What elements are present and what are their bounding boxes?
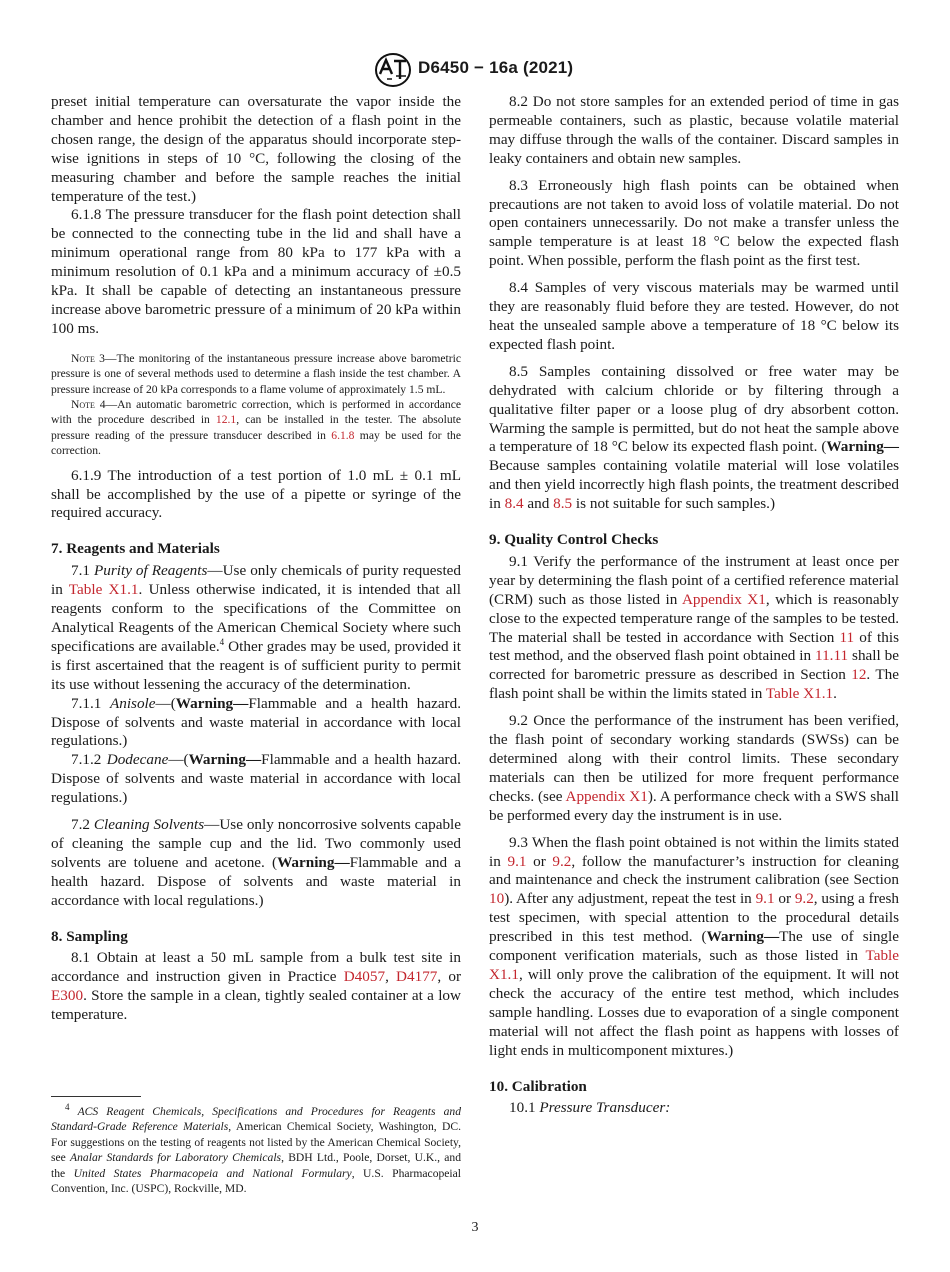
- link-8-5[interactable]: 8.5: [553, 495, 573, 513]
- link-d4057[interactable]: D4057: [343, 968, 386, 986]
- paragraph-9-1: 9.1 Verify the performance of the instrument at least once per year by determining the flash point of a certified reference material (CRM) such as those listed in Appendix X1, which is reasonably close to the expected temperature range of the samples to be tested. The material shall be tested in accordance with Section 11 of this test method, and the observed flash point obtained in 11.11 shall be corrected for barometric pressure as described in Section 12. The flash point shall be within the limits stated in Table X1.1.: [489, 552, 900, 703]
- link-6-1-8[interactable]: 6.1.8: [331, 428, 355, 442]
- paragraph-8-5: 8.5 Samples containing dissolved or free water may be dehydrated with calcium chloride or by filtering through a qualitative filter paper or a loose plug of dry absorbent cotton. Warming the sample is permitted, but do not heat the sample above a temperature of 18 °C below its expected flash point. (Warning—Because samples containing volatile material will lose volatiles and then yield incorrectly high flash points, the treatment described in 8.4 and 8.5 is not suitable for such samples.): [489, 362, 899, 513]
- link-table-x1-1[interactable]: Table X1.1: [489, 947, 899, 983]
- link-9-1[interactable]: 9.1: [755, 890, 775, 908]
- paragraph-9-3: 9.3 When the flash point obtained is not within the limits stated in 9.1 or 9.2, follow the manufacturer’s instruction for cleaning and maintenance and check the instrument calibration (see Section 10). After any adjustment, repeat the test in 9.1 or 9.2, using a fresh test specimen, with special attention to the procedural details prescribed in this test method. (Warning—The use of single component verification materials, such as those listed in Table X1.1, will only prove the calibration of the equipment. It will not check the accuracy of the entire test method, which includes sample handling. Losses due to evaporation of a single component material will not affect the flash point as happens with losses of light ends in multicomponent mixtures.): [489, 833, 900, 1059]
- link-8-4[interactable]: 8.4: [504, 495, 524, 513]
- paragraph-8-2: 8.2 Do not store samples for an extended period of time in gas permeable containers, such as plastic, because volatile material may diffuse through the walls of the container. Discard samples in leaky containers and obtain new samples.: [489, 93, 899, 167]
- paragraph-7-1: 7.1 Purity of Reagents—Use only chemicals of purity requested in Table X1.1. Unless otherwise indicated, it is intended that all reagents conform to the specifications of the Committee on Analytical Reagents of the American Chemical Society where such specifications are available.$^4$ Other grades may be used, provided it is first ascertained that the reagent is of sufficient purity to permit its use without lessening the accuracy of the determination.: [51, 562, 461, 693]
- section-9-heading: 9. Quality Control Checks: [489, 531, 659, 549]
- paragraph-7-1-1: 7.1.1 Anisole—(Warning—Flammable and a health hazard. Dispose of solvents and waste material in accordance with local regulations.): [51, 694, 462, 750]
- standard-designation: D6450 − 16a (2021): [418, 58, 574, 77]
- paragraph-6-1-9: 6.1.9 The introduction of a test portion of 1.0 mL ± 0.1 mL shall be accomplished by the use of a pipette or syringe of the required accuracy.: [51, 466, 461, 522]
- link-appendix-x1[interactable]: Appendix X1: [565, 787, 648, 805]
- link-section-12[interactable]: 12: [851, 666, 867, 684]
- paragraph-10-1: 10.1 Pressure Transducer:: [509, 1099, 671, 1117]
- paragraph-6-1-8: 6.1.8 The pressure transducer for the flash point detection shall be connected to the connecting tube in the lid and shall have a minimum operational range from 80 kPa to 177 kPa with a minimum resolution of 0.1 kPa and a minimum accuracy of ±0.5 kPa. It shall be capable of detecting an instantaneous pressure increase above barometric pressure of a minimum of 20 kPa within 100 ms.: [51, 206, 461, 337]
- link-table-x1-1[interactable]: Table X1.1: [765, 685, 834, 703]
- link-section-11[interactable]: 11: [839, 628, 855, 646]
- link-appendix-x1[interactable]: Appendix X1: [681, 590, 766, 608]
- paragraph-7-1-2: 7.1.2 Dodecane—(Warning—Flammable and a health hazard. Dispose of solvents and waste material in accordance with local regulations.): [51, 751, 462, 807]
- section-8-heading: 8. Sampling: [51, 927, 128, 945]
- link-9-1[interactable]: 9.1: [507, 852, 527, 870]
- right-column: [489, 93, 899, 1118]
- note-3: Note 3—The monitoring of the instantaneous pressure increase above barometric pressure is one of several methods used to determine a flash inside the test chamber. A pressure increase of 20 kPa corresponds to a flame volume of approximately 1.5 mL.: [51, 351, 462, 396]
- link-12-1[interactable]: 12.1: [215, 413, 237, 427]
- link-9-2[interactable]: 9.2: [794, 890, 814, 908]
- note-4: Note 4—An automatic barometric correction, which is performed in accordance with the procedure described in 12.1, can be installed in the tester. The absolute pressure reading of the pressure transducer described in 6.1.8 may be used for the correction.: [51, 398, 462, 458]
- footnote-divider: [51, 1096, 141, 1097]
- left-column: [51, 93, 461, 1025]
- footnote-4: $^4$ ACS Reagent Chemicals, Specifications and Procedures for Reagents and Standard-Grade Reference Materials, American Chemical Society, Washington, DC. For suggestions on the testing of reagents not listed by the American Chemical Society, see Analar Standards for Laboratory Chemicals, BDH Ltd., Poole, Dorset, U.K., and the United States Pharmacopeia and National Formulary, U.S. Pharmacopeial Convention, Inc. (USPC), Rockville, MD.: [51, 1102, 462, 1196]
- paragraph-7-2: 7.2 Cleaning Solvents—Use only noncorrosive solvents capable of cleaning the sample cup and the lid. Two commonly used solvents are toluene and acetone. (Warning—Flammable and a health hazard. Dispose of solvents and waste material in accordance with local regulations.): [51, 816, 462, 909]
- section-7-heading: 7. Reagents and Materials: [51, 540, 220, 558]
- link-9-2[interactable]: 9.2: [552, 852, 572, 870]
- paragraph-8-3: 8.3 Erroneously high flash points can be obtained when precautions are not taken to avoid loss of volatile material. Do not open containers unnecessarily. Do not make a transfer unless the sample temperature is at least 18 °C below the expected flash point. When possible, perform the flash point as the first test.: [489, 176, 899, 270]
- link-11-11[interactable]: 11.11: [815, 647, 849, 665]
- paragraph-6-1-7-continued: preset initial temperature can oversaturate the vapor inside the chamber and hence prohibit the detection of a flash point in the chosen range, the design of the apparatus should incorporate step-wise ignitions in steps of 10 °C, following the closing of the measuring chamber and before the sample reaches the initial temperature of the test.): [51, 93, 461, 205]
- link-d4177[interactable]: D4177: [396, 968, 438, 986]
- astm-logo-icon: [374, 52, 412, 88]
- link-e300[interactable]: E300: [51, 987, 84, 1005]
- paragraph-9-2: 9.2 Once the performance of the instrument has been verified, the flash point of secondary working standards (SWSs) can be determined along with their control limits. These secondary materials can then be utilized for more frequent performance checks. (see Appendix X1). A performance check with a SWS shall be performed every day the instrument is in use.: [489, 712, 899, 824]
- paragraph-8-4: 8.4 Samples of very viscous materials may be warmed until they are reasonably fluid before they are tested. However, do not heat the unsealed sample above a temperature of 18 °C below its expected flash point.: [489, 279, 899, 353]
- section-10-heading: 10. Calibration: [489, 1077, 587, 1095]
- link-table-x1-1[interactable]: Table X1.1: [68, 581, 139, 599]
- page-number: 3: [471, 1220, 479, 1235]
- paragraph-8-1: 8.1 Obtain at least a 50 mL sample from a bulk test site in accordance and instruction given in Practice D4057, D4177, or E300. Store the sample in a clean, tightly sealed container at a low temperature.: [51, 949, 462, 1024]
- footnote-ref-4[interactable]: 4: [219, 636, 225, 647]
- link-section-10[interactable]: 10: [489, 890, 505, 908]
